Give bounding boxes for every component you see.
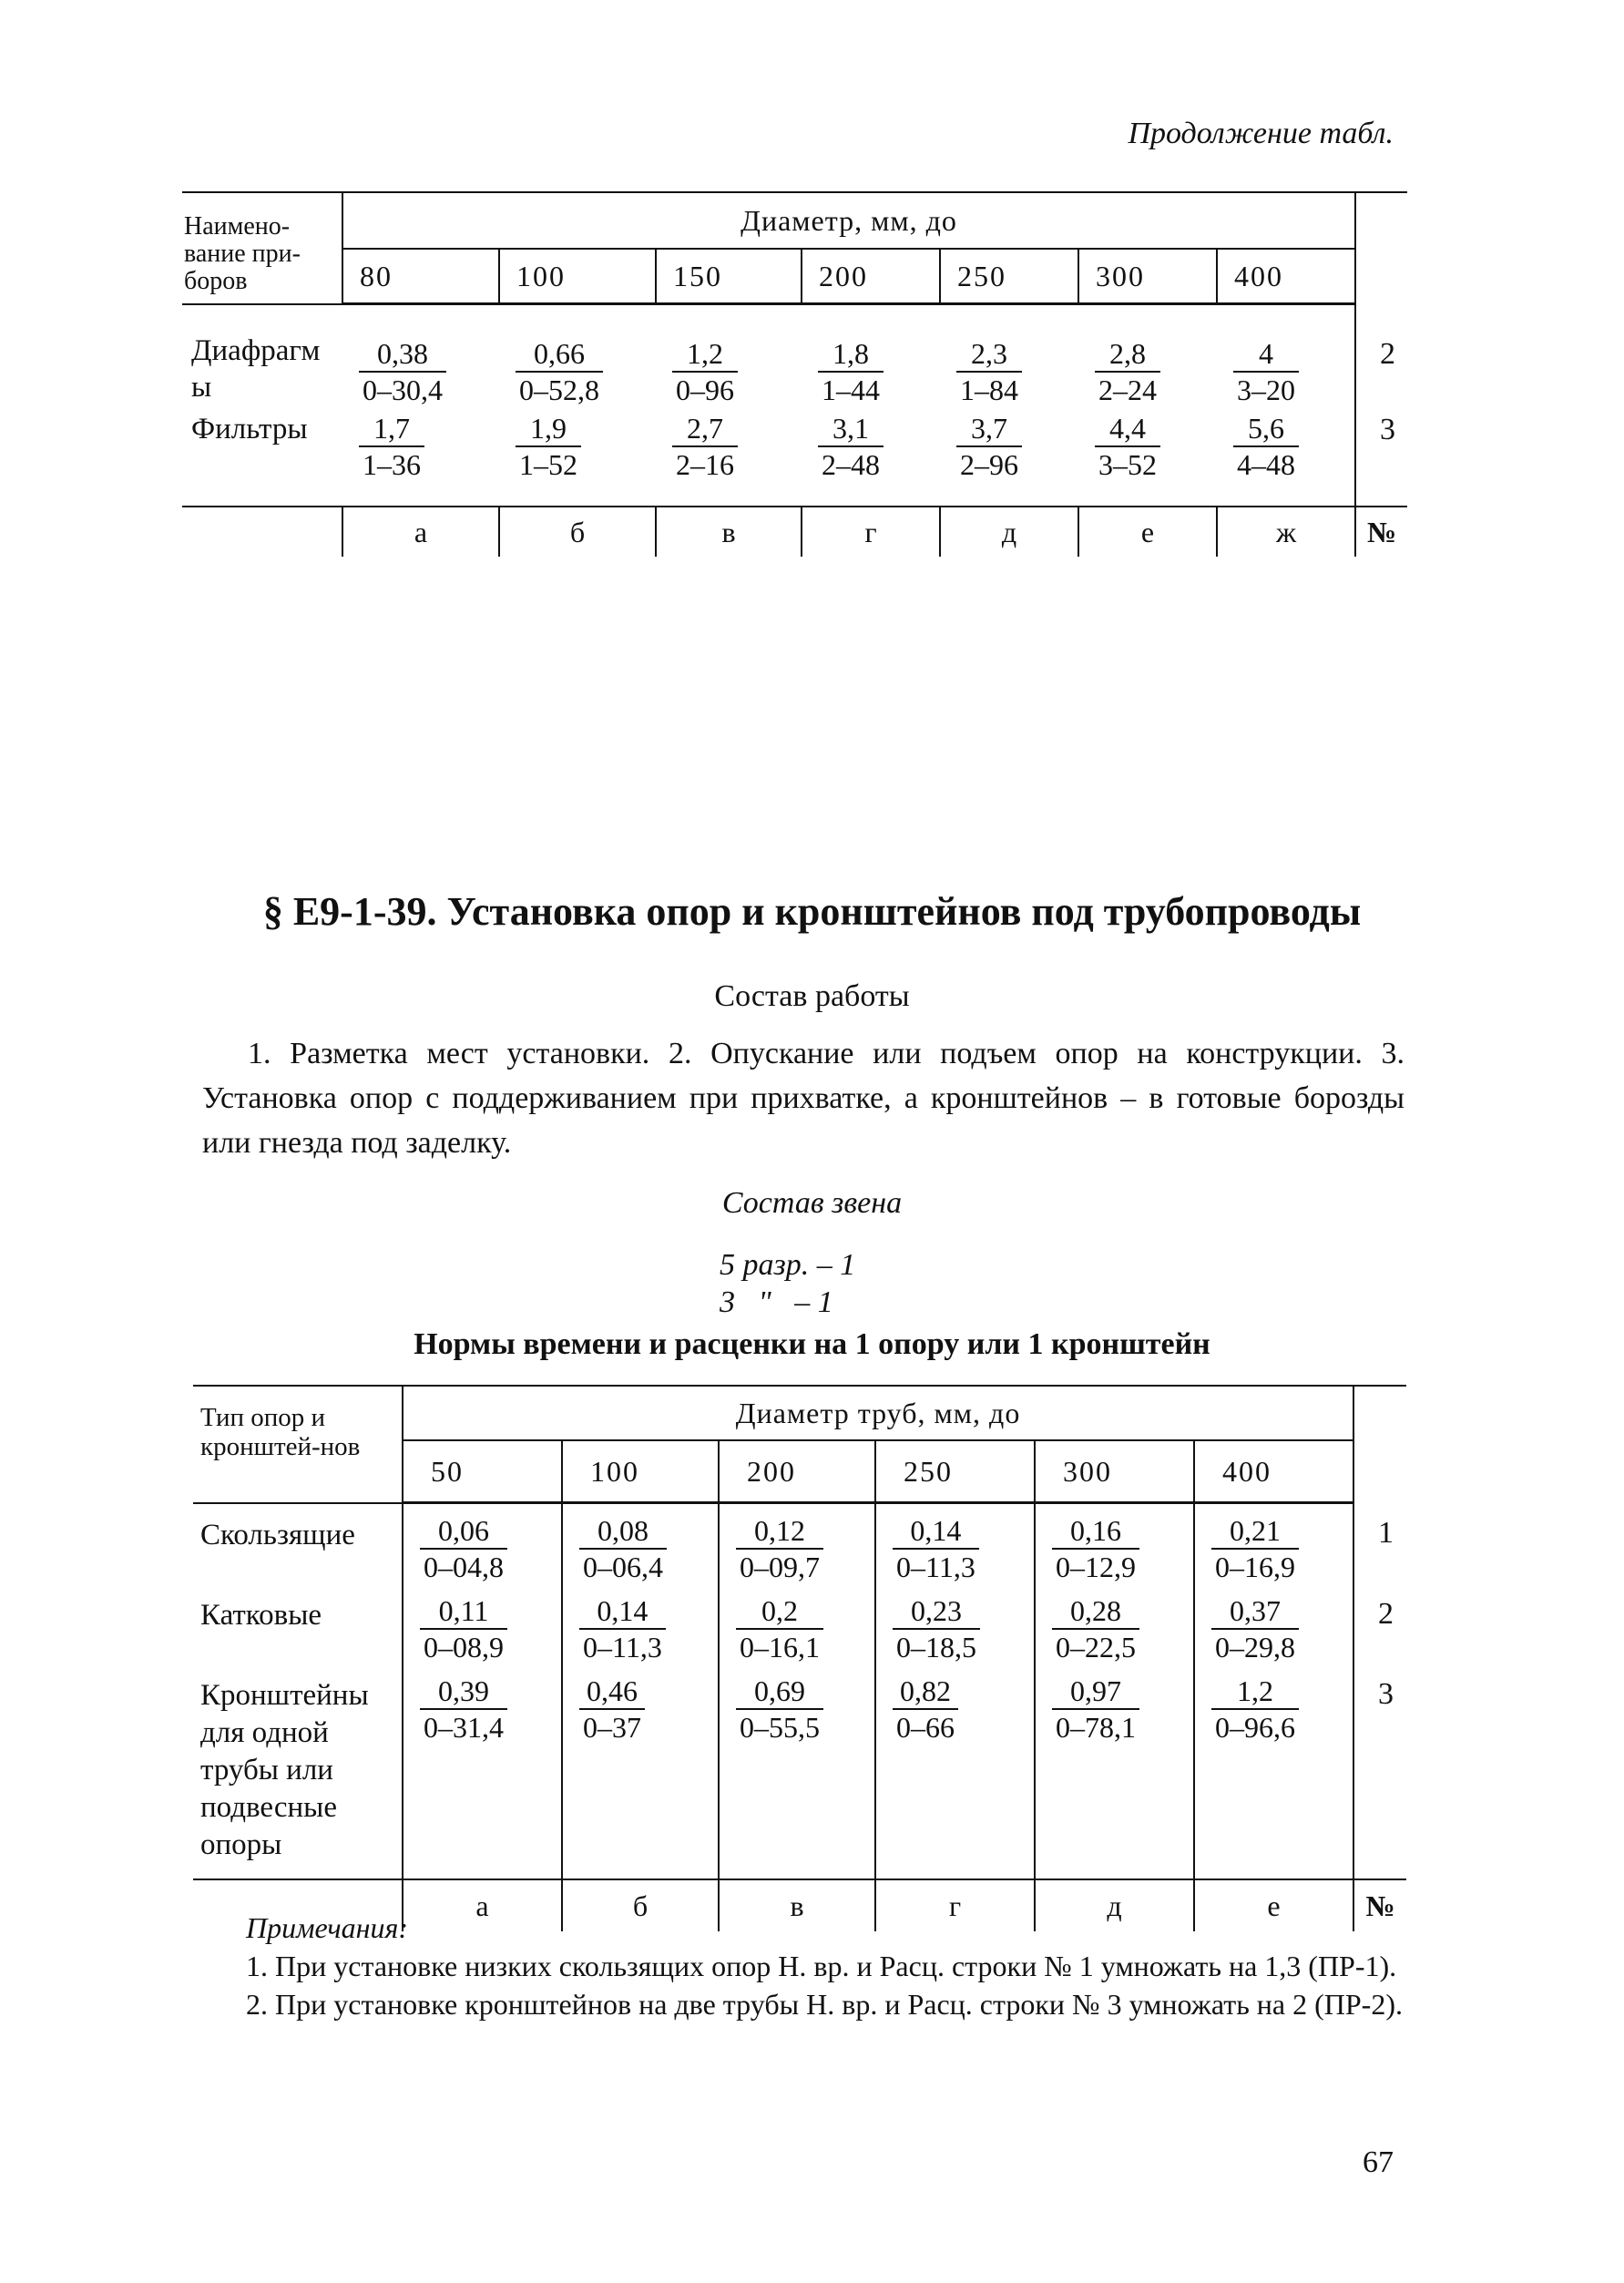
continuation-label: Продолжение табл. <box>1128 117 1394 150</box>
column-label: б <box>562 1879 719 1931</box>
value-cell: $\frac{0,28}{0-22,5}$ <box>1035 1584 1194 1664</box>
column-header: 300 <box>1035 1440 1194 1503</box>
column-header: 400 <box>1217 249 1355 304</box>
column-header: 150 <box>656 249 802 304</box>
column-header: 100 <box>562 1440 719 1503</box>
value-cell: $\frac{1,9}{1-52}$ <box>499 407 656 482</box>
value-cell: $\frac{1,8}{1-44}$ <box>802 304 940 408</box>
column-header: 80 <box>342 249 499 304</box>
value-cell: $\frac{4,4}{3-52}$ <box>1078 407 1217 482</box>
norms-heading: Нормы времени и расценки на 1 опору или 1 кронштейн <box>414 1327 1210 1361</box>
devices-row-header: Наимено-вание при-боров <box>182 192 342 304</box>
column-label: а <box>342 507 499 557</box>
work-description: 1. Разметка мест установки. 2. Опускание или подъем опор на конструкции. 3. Установка опор с поддерживанием при прихватке, а кронштейнов – в готовые борозды или гнезда под заделку. <box>202 1037 1404 1160</box>
value-cell: $\frac{0,69}{0-55,5}$ <box>719 1664 875 1864</box>
crew-line: 3 " – 1 <box>720 1285 833 1319</box>
page-number: 67 <box>1363 2145 1394 2179</box>
column-header: 250 <box>940 249 1078 304</box>
value-cell: $\frac{0,14}{0-11,3}$ <box>562 1584 719 1664</box>
work-heading: Состав работы <box>714 979 910 1013</box>
notes-heading: Примечания: <box>246 1911 408 1944</box>
column-header: 100 <box>499 249 656 304</box>
value-cell: $\frac{0,82}{0-66}$ <box>875 1664 1035 1864</box>
note-item: 1. При установке низких скользящих опор Н. вр. и Расц. строки № 1 умножать на 1,3 (ПР-1). <box>246 1950 1397 1982</box>
value-cell: $\frac{0,38}{0-30,4}$ <box>342 304 499 408</box>
crew-heading: Состав звена <box>721 1186 903 1220</box>
column-label: г <box>802 507 940 557</box>
row-name: Диафрагмы <box>191 333 321 404</box>
value-cell: $\frac{0,66}{0-52,8}$ <box>499 304 656 408</box>
column-label: в <box>656 507 802 557</box>
column-label: г <box>875 1879 1035 1931</box>
row-number: 3 <box>1355 407 1407 482</box>
column-label: а <box>403 1879 562 1931</box>
row-number: 2 <box>1353 1584 1406 1664</box>
value-cell: $\frac{2,3}{1-84}$ <box>940 304 1078 408</box>
notes <box>202 1909 1406 2023</box>
value-cell: $\frac{0,16}{0-12,9}$ <box>1035 1503 1194 1585</box>
value-cell: $\frac{0,12}{0-09,7}$ <box>719 1503 875 1585</box>
value-cell: $\frac{4}{3-20}$ <box>1217 304 1355 408</box>
devices-span-header: Диаметр, мм, до <box>342 192 1355 249</box>
value-cell: $\frac{1,2}{0-96}$ <box>656 304 802 408</box>
value-cell: $\frac{0,06}{0-04,8}$ <box>403 1503 562 1585</box>
number-label: № <box>1353 1879 1406 1931</box>
value-cell: $\frac{0,46}{0-37}$ <box>562 1664 719 1864</box>
supports-table <box>193 1385 1406 1931</box>
column-header: 250 <box>875 1440 1035 1503</box>
column-label: е <box>1078 507 1217 557</box>
number-label: № <box>1355 507 1407 557</box>
value-cell: $\frac{0,37}{0-29,8}$ <box>1194 1584 1353 1664</box>
row-name: Фильтры <box>191 413 308 445</box>
row-name: Катковые <box>200 1599 322 1632</box>
value-cell: $\frac{0,08}{0-06,4}$ <box>562 1503 719 1585</box>
row-number: 1 <box>1353 1503 1406 1585</box>
column-label: е <box>1194 1879 1353 1931</box>
column-header: 400 <box>1194 1440 1353 1503</box>
value-cell: $\frac{0,23}{0-18,5}$ <box>875 1584 1035 1664</box>
value-cell: $\frac{2,7}{2-16}$ <box>656 407 802 482</box>
section-title: § Е9-1-39. Установка опор и кронштейнов под трубопроводы <box>262 889 1362 934</box>
value-cell: $\frac{1,7}{1-36}$ <box>342 407 499 482</box>
row-name: Кронштейны для одной трубы или подвесные опоры <box>200 1679 369 1861</box>
crew-line: 5 разр. – 1 <box>720 1248 856 1282</box>
value-cell: $\frac{0,21}{0-16,9}$ <box>1194 1503 1353 1585</box>
note-item: 2. При установке кронштейнов на две трубы Н. вр. и Расц. строки № 3 умножать на 2 (ПР-2). <box>246 1988 1403 2021</box>
value-cell: $\frac{0,97}{0-78,1}$ <box>1035 1664 1194 1864</box>
column-header: 300 <box>1078 249 1217 304</box>
value-cell: $\frac{0,11}{0-08,9}$ <box>403 1584 562 1664</box>
column-label: ж <box>1217 507 1355 557</box>
supports-span-header: Диаметр труб, мм, до <box>403 1386 1353 1440</box>
value-cell: $\frac{0,14}{0-11,3}$ <box>875 1503 1035 1585</box>
value-cell: $\frac{3,7}{2-96}$ <box>940 407 1078 482</box>
column-header: 200 <box>719 1440 875 1503</box>
value-cell: $\frac{5,6}{4-48}$ <box>1217 407 1355 482</box>
value-cell: $\frac{0,39}{0-31,4}$ <box>403 1664 562 1864</box>
row-number: 2 <box>1355 304 1407 408</box>
value-cell: $\frac{0,2}{0-16,1}$ <box>719 1584 875 1664</box>
supports-row-header: Тип опор и кронштей-нов <box>193 1386 403 1503</box>
value-cell: $\frac{2,8}{2-24}$ <box>1078 304 1217 408</box>
column-header: 50 <box>403 1440 562 1503</box>
column-label: д <box>940 507 1078 557</box>
column-label: б <box>499 507 656 557</box>
devices-table <box>182 191 1407 557</box>
column-header: 200 <box>802 249 940 304</box>
crew-list <box>720 1246 855 1321</box>
value-cell: $\frac{1,2}{0-96,6}$ <box>1194 1664 1353 1864</box>
row-name: Скользящие <box>200 1518 355 1551</box>
row-number: 3 <box>1353 1664 1406 1864</box>
value-cell: $\frac{3,1}{2-48}$ <box>802 407 940 482</box>
column-label: в <box>719 1879 875 1931</box>
column-label: д <box>1035 1879 1194 1931</box>
